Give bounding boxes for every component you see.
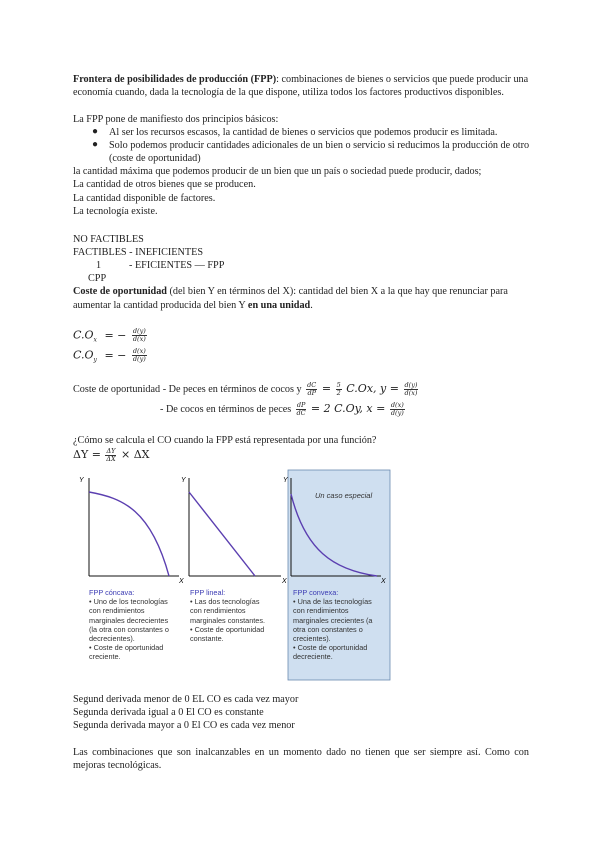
linear-x-label: X	[282, 578, 287, 585]
concave-title: FPP cóncava:	[89, 588, 135, 597]
question-line: ¿Cómo se calcula el CO cuando la FPP está representada por una función?	[73, 435, 377, 446]
coste-line-2: aumentar la cantidad producida del bien Y en una unidad.	[73, 300, 313, 311]
principles-heading: La FPP pone de manifiesto dos principios básicos:	[73, 114, 279, 125]
feasibility-number: 1	[96, 260, 102, 271]
fpp-term: Frontera de posibilidades de producción (FPP)	[73, 74, 277, 85]
formula-coy: $C.O_y$ = − $\frac{d(x)}{d(y)}$	[73, 347, 146, 364]
concave-curve	[89, 492, 169, 576]
cpp-label: CPP	[88, 273, 107, 284]
derivative-line-3: Segunda derivada mayor a 0 El CO es cada vez menor	[73, 720, 295, 731]
intro-line-1: Frontera de posibilidades de producción (FPP): combinaciones de bienes o servicios que puede producir una	[73, 74, 529, 85]
derivative-line-1: Segund derivada menor de 0 EL CO es cada vez mayor	[73, 694, 299, 705]
no-factibles: NO FACTIBLES	[73, 234, 144, 245]
given-item-1: La cantidad de otros bienes que se producen.	[73, 179, 256, 190]
bullet-dot-2: ●	[92, 139, 99, 150]
intro-line-2: economía cuando, dada la tecnología de la que dispone, utiliza todos los factores productivos disponibles.	[73, 87, 504, 98]
linear-line	[189, 492, 255, 576]
factibles-ineficientes: FACTIBLES - INEFICIENTES	[73, 247, 203, 258]
special-case-title: Un caso especial	[315, 491, 373, 500]
linear-title: FPP lineal:	[190, 588, 226, 597]
principle-2: Solo podemos producir cantidades adicionales de un bien o servicio si reducimos la producción de otro	[109, 140, 530, 151]
coste-line-1: Coste de oportunidad (del bien Y en términos del X): cantidad del bien X a la que hay que renunciar para	[73, 286, 508, 297]
coste-term: Coste de oportunidad	[73, 286, 167, 297]
concave-caption: FPP cóncava: • Uno de los tecnologías con rendimientos marginales decrecientes (la otra con constantes o decrecientes). • Coste de oportunidad creciente.	[89, 588, 185, 662]
fraction: $\frac{d(x)}{d(y)}$	[132, 347, 146, 363]
fraction: $\frac{d(y)}{d(x)}$	[132, 327, 146, 343]
convex-y-label: Y	[283, 477, 288, 484]
convex-title: FPP convexa:	[293, 588, 339, 597]
coste-example-2: - De cocos en términos de peces $\frac{dP}{dC}$ = 2 C.Oy, x = $\frac{d(x)}{d(y)}$	[160, 401, 404, 418]
linear-caption: FPP lineal: • Las dos tecnologías con rendimientos marginales constantes. • Coste de oportunidad constante.	[190, 588, 286, 643]
coste-example-1: Coste de oportunidad - De peces en términos de cocos y $\frac{dC}{dP}$ = $\frac{5}{2}$ C.Ox, y = $\frac{d(y)}{d(x)}$	[73, 381, 418, 398]
formula-cox: $C.O_x$ = − $\frac{d(y)}{d(x)}$	[73, 327, 146, 344]
bullet-dot-1: ●	[92, 126, 99, 137]
convex-x-label: X	[381, 578, 386, 585]
concave-x-label: X	[179, 578, 184, 585]
derivative-line-2: Segunda derivada igual a 0 El CO es constante	[73, 707, 264, 718]
closing-paragraph: Las combinaciones que son inalcanzables en un momento dado no tienen que ser siempre así. Como con mejoras tecnológicas.	[73, 747, 529, 771]
concave-y-label: Y	[79, 477, 84, 484]
eficientes-fpp: - EFICIENTES — FPP	[129, 260, 225, 271]
given-item-3: La tecnología existe.	[73, 206, 158, 217]
given-item-2: La cantidad disponible de factores.	[73, 193, 216, 204]
convex-caption: FPP convexa: • Una de las tecnologías con rendimientos marginales crecientes (a otra con constantes o crecientes). • Coste de oportunidad decreciente.	[293, 588, 389, 662]
delta-formula: ΔY = $\frac{\Delta Y}{\Delta X}$ × ΔX	[73, 447, 150, 464]
fpp-figure	[79, 470, 393, 682]
given-line: la cantidad máxima que podemos producir de un bien que un país o sociedad puede producir, dados;	[73, 166, 482, 177]
linear-y-label: Y	[181, 477, 186, 484]
principle-2-cont: (coste de oportunidad)	[109, 153, 201, 164]
principle-1: Al ser los recursos escasos, la cantidad de bienes o servicios que podemos producir es limitada.	[109, 127, 498, 138]
